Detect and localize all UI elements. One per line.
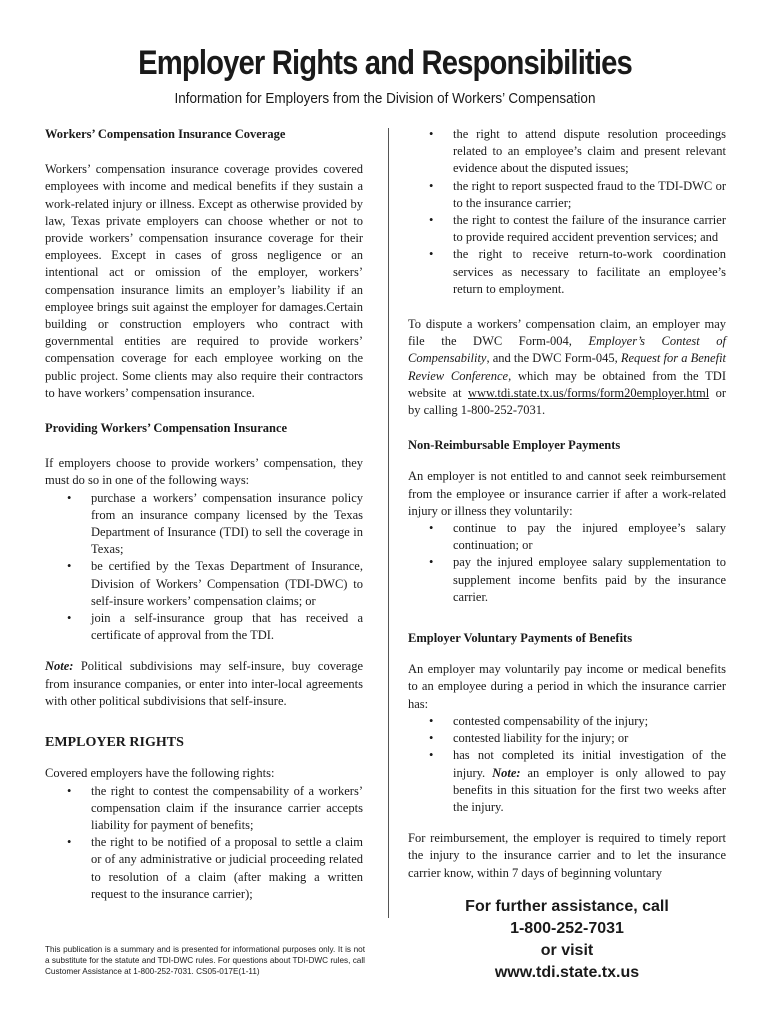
column-divider	[388, 128, 389, 918]
note-label: Note:	[45, 659, 74, 674]
page-subtitle: Information for Employers from the Division of Workers’ Compensation	[174, 90, 596, 107]
non-reimbursable-heading: Non-Reimbursable Employer Payments	[408, 438, 621, 453]
list-item: • the right to report suspected fraud to the TDI-DWC or to the insurance carrier;	[453, 178, 726, 212]
providing-heading: Providing Workers’ Compensation Insurance	[45, 421, 288, 436]
rights-list-continued	[408, 126, 726, 298]
providing-intro: If employers choose to provide workers’ compensation, they must do so in one of the following ways:	[45, 456, 363, 488]
list-item: • contested compensability of the injury;	[453, 713, 726, 730]
form-004-title: Employer’s Contest of Compensability	[408, 334, 726, 366]
left-column	[45, 126, 363, 903]
list-item: • purchase a workers’ compensation insurance policy from an insurance company licensed by the Texas Department of Insurance (TDI) to sell the coverage in Texas;	[91, 490, 363, 559]
note-paragraph	[45, 658, 363, 710]
coverage-paragraph: Workers’ compensation insurance coverage provides covered employees with income and medical benefits if they sustain a work-related injury or illness. Except as otherwise provided by law, Texas private employers can choose whether or not to provide workers’ compensation insurance coverage for their employees. Except in cases of gross negligence or an intentional act or omission of the employer, workers’ compensation insurance limits an employer’s liability if an employee brings suit against the employer for damages.Certain building or construction employers who contract with governmental entities are required to provide workers’ compensation coverage for each employee working on the public project. Some clients may also require their contractors to have workers’ compensation insurance.	[45, 162, 363, 400]
voluntary-payments-intro: An employer may voluntarily pay income or medical benefits to an employee during a period in which the insurance carrier has:	[408, 662, 726, 711]
rights-intro: Covered employers have the following rights:	[45, 766, 275, 781]
contact-box	[408, 896, 726, 984]
list-item: • the right to attend dispute resolution proceedings related to an employee’s claim and present relevant evidence about the disputed issues;	[453, 126, 726, 178]
list-item: • contested liability for the injury; or	[453, 730, 726, 747]
right-column	[408, 126, 726, 882]
list-item: • the right to contest the compensability of a workers’ compensation claim if the insurance carrier accepts liability for payment of benefits;	[91, 783, 363, 835]
providing-list	[45, 490, 363, 645]
contact-phone[interactable]: 1-800-252-7031	[510, 920, 624, 937]
dispute-paragraph: To dispute a workers’ compensation claim, an employer may file the DWC Form-004, Employer’s Contest of Compensability, and the DWC Form-045, Request for a Benefit Review Conference, which may be obtained from the TDI website at www.tdi.state.tx.us/forms/form20employer.html or by calling 1-800-252-7031.	[408, 317, 727, 418]
note-label: Note:	[492, 765, 521, 780]
forms-link[interactable]: www.tdi.state.tx.us/forms/form20employer.html	[468, 385, 710, 400]
employer-rights-heading: EMPLOYER RIGHTS	[45, 735, 184, 751]
non-reimbursable-intro: An employer is not entitled to and cannot seek reimbursement from the employee or insurance carrier if after a work-related injury or illness they voluntarily:	[408, 469, 726, 518]
rights-list	[45, 783, 363, 903]
reimbursement-paragraph: For reimbursement, the employer is required to timely report the injury to the insurance carrier and to let the insurance carrier know, within 7 days of beginning voluntary	[408, 831, 726, 880]
note-text: Political subdivisions may self-insure, buy coverage from insurance companies, or enter into inter-local agreements with other political subdivisions that self-insure.	[45, 659, 363, 708]
publication-footnote: This publication is a summary and is presented for informational purposes only. It is not a substitute for the statute and TDI-DWC rules. For questions about TDI-DWC rules, call Customer Assistance at 1-800-252-7031. CS05-017E(1-11)	[45, 945, 365, 976]
list-item: • the right to receive return-to-work coordination services as necessary to facilitate an employee’s return to employment.	[453, 246, 726, 298]
list-item: • join a self-insurance group that has received a certificate of approval from the TDI.	[91, 610, 363, 644]
list-item: • the right to contest the failure of the insurance carrier to provide required accident prevention services; and	[453, 212, 726, 246]
voluntary-payments-list	[408, 713, 726, 816]
voluntary-payments-heading: Employer Voluntary Payments of Benefits	[408, 631, 633, 646]
page-title: Employer Rights and Responsibilities	[138, 44, 632, 82]
non-reimbursable-list	[408, 520, 726, 606]
list-item: • has not completed its initial investigation of the injury. Note: an employer is only allowed to pay benefits in this situation for the first two weeks after the injury.	[453, 747, 726, 816]
coverage-heading: Workers’ Compensation Insurance Coverage	[45, 127, 286, 141]
contact-visit-line: or visit	[540, 942, 594, 959]
form-045-title: Request for a Benefit Review Conference	[408, 351, 727, 383]
list-item: • the right to be notified of a proposal to settle a claim or of any administrative or judicial proceeding related to resolution of a claim (after making a written request to the insurance carrier);	[91, 834, 363, 903]
contact-website-link[interactable]: www.tdi.state.tx.us	[494, 964, 640, 981]
list-item: • continue to pay the injured employee’s salary continuation; or	[453, 520, 726, 554]
list-item: • pay the injured employee salary supplementation to supplement income benfits paid by the insurance carrier.	[453, 554, 726, 606]
contact-call-line: For further assistance, call	[465, 898, 669, 915]
list-item: • be certified by the Texas Department of Insurance, Division of Workers’ Compensation (TDI-DWC) to self-insure workers’ compensation claims; or	[91, 558, 363, 610]
